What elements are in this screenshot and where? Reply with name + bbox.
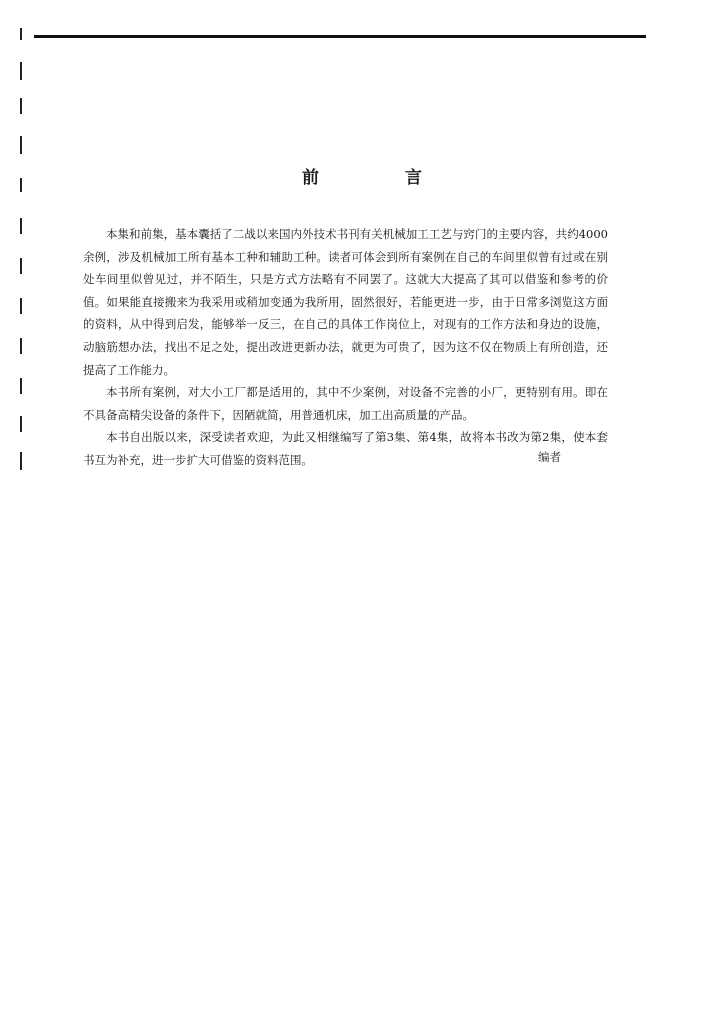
header-rule [34, 35, 646, 38]
scan-edge-mark [20, 298, 22, 314]
scan-edge-mark [20, 218, 22, 234]
scan-edge-mark [20, 378, 22, 394]
preface-paragraph: 本书自出版以来，深受读者欢迎，为此又相继编写了第3集、第4集，故将本书改为第2集，使本套书互为补充，进一步扩大可借鉴的资料范围。 [83, 430, 608, 467]
preface-paragraph: 本集和前集，基本囊括了二战以来国内外技术书刊有关机械加工工艺与窍门的主要内容，共约4000余例，涉及机械加工所有基本工种和辅助工种。读者可体会到所有案例在自己的车间里似曾有过或在别处车间里似曾见过，并不陌生，只是方式方法略有不同罢了。这就大大提高了其可以借鉴和参考的价值。如果能直接搬来为我采用或稍加变通为我所用，固然很好，若能更进一步，由于日常多浏览这方面的资料，从中得到启发，能够举一反三，在自己的具体工作岗位上，对现有的工作方法和身边的设施，动脑筋想办法，找出不足之处，提出改进更新办法，就更为可贵了，因为这不仅在物质上有所创造，还提高了工作能力。 [83, 227, 608, 377]
page-title: 前 言 [302, 168, 462, 188]
scan-edge-mark [20, 452, 22, 470]
scan-edge-mark [20, 98, 22, 114]
scan-edge-mark [20, 338, 22, 354]
scan-edge-mark [20, 258, 22, 274]
scan-edge-mark [20, 28, 22, 40]
author-signature: 编者 [538, 450, 561, 464]
preface-body [83, 223, 608, 472]
preface-paragraph: 本书所有案例，对大小工厂都是适用的，其中不少案例，对设备不完善的小厂，更特别有用。即在不具备高精尖设备的条件下，因陋就简，用普通机床，加工出高质量的产品。 [83, 385, 608, 422]
scan-edge-mark [20, 62, 22, 80]
scan-edge-mark [20, 136, 22, 154]
scan-edge-mark [20, 416, 22, 432]
